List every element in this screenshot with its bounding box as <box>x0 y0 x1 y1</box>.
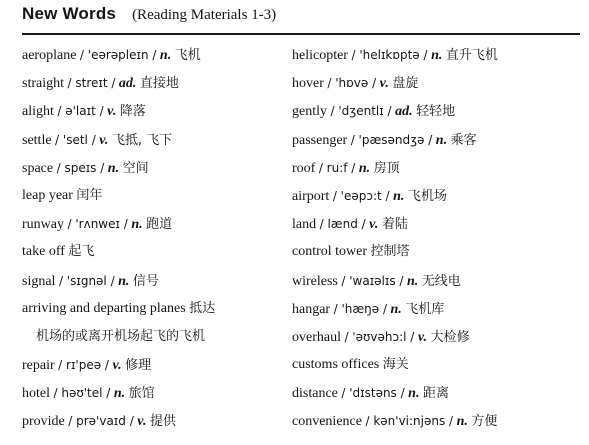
vocab-entry <box>292 41 584 69</box>
vocab-entry <box>22 41 282 69</box>
vocab-entry <box>292 238 584 266</box>
vocab-word: signal <box>22 273 56 289</box>
vocab-phonetic: / 'hæŋə / <box>333 301 387 316</box>
right-word-column <box>292 41 584 436</box>
vocab-meaning: 飞机库 <box>405 301 445 317</box>
vocab-part-of-speech: n. <box>408 386 420 402</box>
vocab-entry <box>292 210 584 238</box>
vocab-entry <box>22 351 282 379</box>
vocab-entry <box>22 267 282 295</box>
vocab-word: roof <box>292 160 316 176</box>
vocab-word: take off <box>22 244 65 260</box>
vocab-word: customs offices <box>292 357 380 373</box>
vocab-phonetic: / ə'laɪt / <box>57 104 104 119</box>
vocab-phonetic: / 'pæsəndʒə / <box>350 132 433 147</box>
vocab-entry <box>22 182 282 210</box>
header-divider <box>22 33 580 35</box>
vocab-phonetic: / 'waɪəlɪs / <box>341 273 404 288</box>
vocab-entry <box>22 295 282 323</box>
vocab-entry <box>292 323 584 351</box>
vocab-meaning: 大检修 <box>430 329 470 345</box>
vocab-phonetic: / rɪ'peə / <box>58 358 109 373</box>
vocab-phonetic: / 'helɪkɒptə / <box>351 48 428 62</box>
vocab-part-of-speech: n. <box>431 48 443 63</box>
vocab-phonetic: / 'setl / <box>55 132 96 147</box>
vocab-phonetic: / 'sɪgnəl / <box>58 273 115 288</box>
vocab-word: provide <box>22 414 65 430</box>
vocab-phonetic: / 'eəpɔ:t / <box>332 188 390 203</box>
vocab-entry <box>22 154 282 182</box>
vocab-entry <box>22 323 282 351</box>
vocab-phonetic: / 'hɒvə / <box>327 76 377 91</box>
vocab-part-of-speech: v. <box>99 132 109 148</box>
vocab-part-of-speech: v. <box>107 104 117 120</box>
vocab-meaning: 降落 <box>119 104 146 120</box>
vocab-phonetic: / 'dʒentlɪ / <box>330 104 392 119</box>
vocab-part-of-speech: v. <box>112 358 122 374</box>
vocab-meaning: 乘客 <box>450 132 477 148</box>
vocab-meaning: 轻轻地 <box>416 104 456 120</box>
vocab-entry <box>292 126 584 154</box>
vocab-entry <box>22 97 282 125</box>
vocab-word: land <box>292 217 317 233</box>
vocab-part-of-speech: n. <box>113 386 126 402</box>
left-word-column <box>22 41 282 436</box>
vocab-part-of-speech: ad. <box>395 104 413 120</box>
vocab-meaning: 提供 <box>149 414 176 430</box>
vocab-word: hangar <box>292 301 331 317</box>
vocab-meaning: 海关 <box>382 357 409 373</box>
vocab-word: control tower <box>292 244 368 260</box>
vocab-part-of-speech: n. <box>456 414 468 430</box>
vocab-entry <box>292 295 584 323</box>
vocab-entry <box>292 69 584 97</box>
vocab-phonetic: / 'dɪstəns / <box>341 386 405 401</box>
vocab-meaning: 控制塔 <box>370 244 410 260</box>
vocab-phonetic: / ru:f / <box>318 160 356 175</box>
vocab-word: settle <box>22 132 52 148</box>
vocab-part-of-speech: v. <box>369 217 379 233</box>
vocab-entry <box>22 69 282 97</box>
vocab-part-of-speech: n. <box>435 132 448 148</box>
vocab-entry <box>292 97 584 125</box>
vocab-meaning: 起飞 <box>68 244 95 260</box>
vocab-word: overhaul <box>292 329 341 345</box>
vocab-phonetic: / 'əʊvəhɔ:l / <box>344 329 415 344</box>
vocab-meaning: 盘旋 <box>392 76 419 92</box>
vocab-meaning: 旅馆 <box>128 386 155 402</box>
vocab-meaning: 直升飞机 <box>445 48 498 63</box>
vocab-meaning: 机场的或离开机场起飞的飞机 <box>36 328 206 344</box>
vocab-word: wireless <box>292 273 338 289</box>
vocab-word: repair <box>22 358 55 374</box>
vocab-word: hotel <box>22 386 50 402</box>
vocab-meaning: 直接地 <box>139 76 179 92</box>
vocab-entry <box>22 379 282 407</box>
vocab-meaning: 距离 <box>422 386 449 402</box>
vocab-entry <box>22 407 282 435</box>
vocab-meaning: 飞机 <box>174 48 201 63</box>
vocab-word: gently <box>292 104 327 120</box>
vocab-meaning: 跑道 <box>146 217 173 233</box>
vocab-part-of-speech: v. <box>379 76 389 92</box>
vocab-phonetic: / lænd / <box>319 217 366 232</box>
vocab-phonetic: / streɪt / <box>67 76 116 91</box>
vocab-word: arriving and departing planes <box>22 300 186 316</box>
vocab-word: leap year <box>22 187 73 203</box>
vocab-part-of-speech: n. <box>358 160 371 176</box>
vocab-meaning: 方便 <box>471 414 498 430</box>
vocab-phonetic: / speɪs / <box>56 160 105 175</box>
vocab-word: runway <box>22 217 64 233</box>
vocab-word: hover <box>292 76 324 92</box>
vocab-phonetic: / kən'vi:njəns / <box>365 414 454 429</box>
vocab-meaning: 飞机场 <box>407 188 447 204</box>
vocab-entry <box>292 407 584 435</box>
vocab-word: passenger <box>292 132 348 148</box>
vocab-part-of-speech: n. <box>406 273 419 289</box>
vocab-word: space <box>22 160 54 176</box>
vocab-part-of-speech: v. <box>137 414 147 430</box>
vocab-word: alight <box>22 104 54 120</box>
vocab-part-of-speech: ad. <box>118 76 137 92</box>
vocab-phonetic: / həʊ'tel / <box>53 386 111 401</box>
vocab-entry <box>292 267 584 295</box>
vocab-part-of-speech: n. <box>393 188 405 204</box>
vocab-phonetic: / 'rʌnweɪ / <box>67 217 128 232</box>
vocab-meaning: 空间 <box>122 160 149 176</box>
vocab-meaning: 修理 <box>125 358 152 374</box>
vocab-phonetic: / 'eərəpleɪn / <box>79 48 157 62</box>
page-header <box>22 4 276 28</box>
vocab-part-of-speech: n. <box>118 273 130 289</box>
vocab-word: straight <box>22 76 64 92</box>
vocab-part-of-speech: n. <box>107 160 120 176</box>
vocab-word: aeroplane <box>22 48 77 63</box>
vocab-meaning: 房顶 <box>373 160 400 176</box>
vocab-entry <box>292 154 584 182</box>
vocab-entry <box>292 182 584 210</box>
vocab-part-of-speech: n. <box>131 217 143 233</box>
vocab-meaning: 闰年 <box>76 187 103 203</box>
vocab-entry <box>292 351 584 379</box>
page-subtitle: (Reading Materials 1-3) <box>132 7 277 23</box>
vocab-meaning: 着陆 <box>381 217 408 233</box>
vocab-entry <box>22 126 282 154</box>
vocab-entry <box>22 210 282 238</box>
vocab-meaning: 抵达 <box>189 300 216 316</box>
vocab-phonetic: / prə'vaɪd / <box>68 414 134 429</box>
vocab-part-of-speech: v. <box>417 329 428 345</box>
vocab-word: convenience <box>292 414 362 430</box>
vocab-word: distance <box>292 386 338 402</box>
vocab-word: airport <box>292 188 330 204</box>
vocab-entry <box>22 238 282 266</box>
vocab-word: helicopter <box>292 48 348 63</box>
vocab-meaning: 信号 <box>132 273 159 289</box>
vocab-part-of-speech: n. <box>159 48 172 63</box>
page-title: New Words <box>22 4 117 23</box>
vocab-meaning: 无线电 <box>421 273 461 289</box>
vocab-part-of-speech: n. <box>390 301 402 317</box>
vocab-meaning: 飞抵, 飞下 <box>111 132 173 148</box>
vocab-entry <box>292 379 584 407</box>
